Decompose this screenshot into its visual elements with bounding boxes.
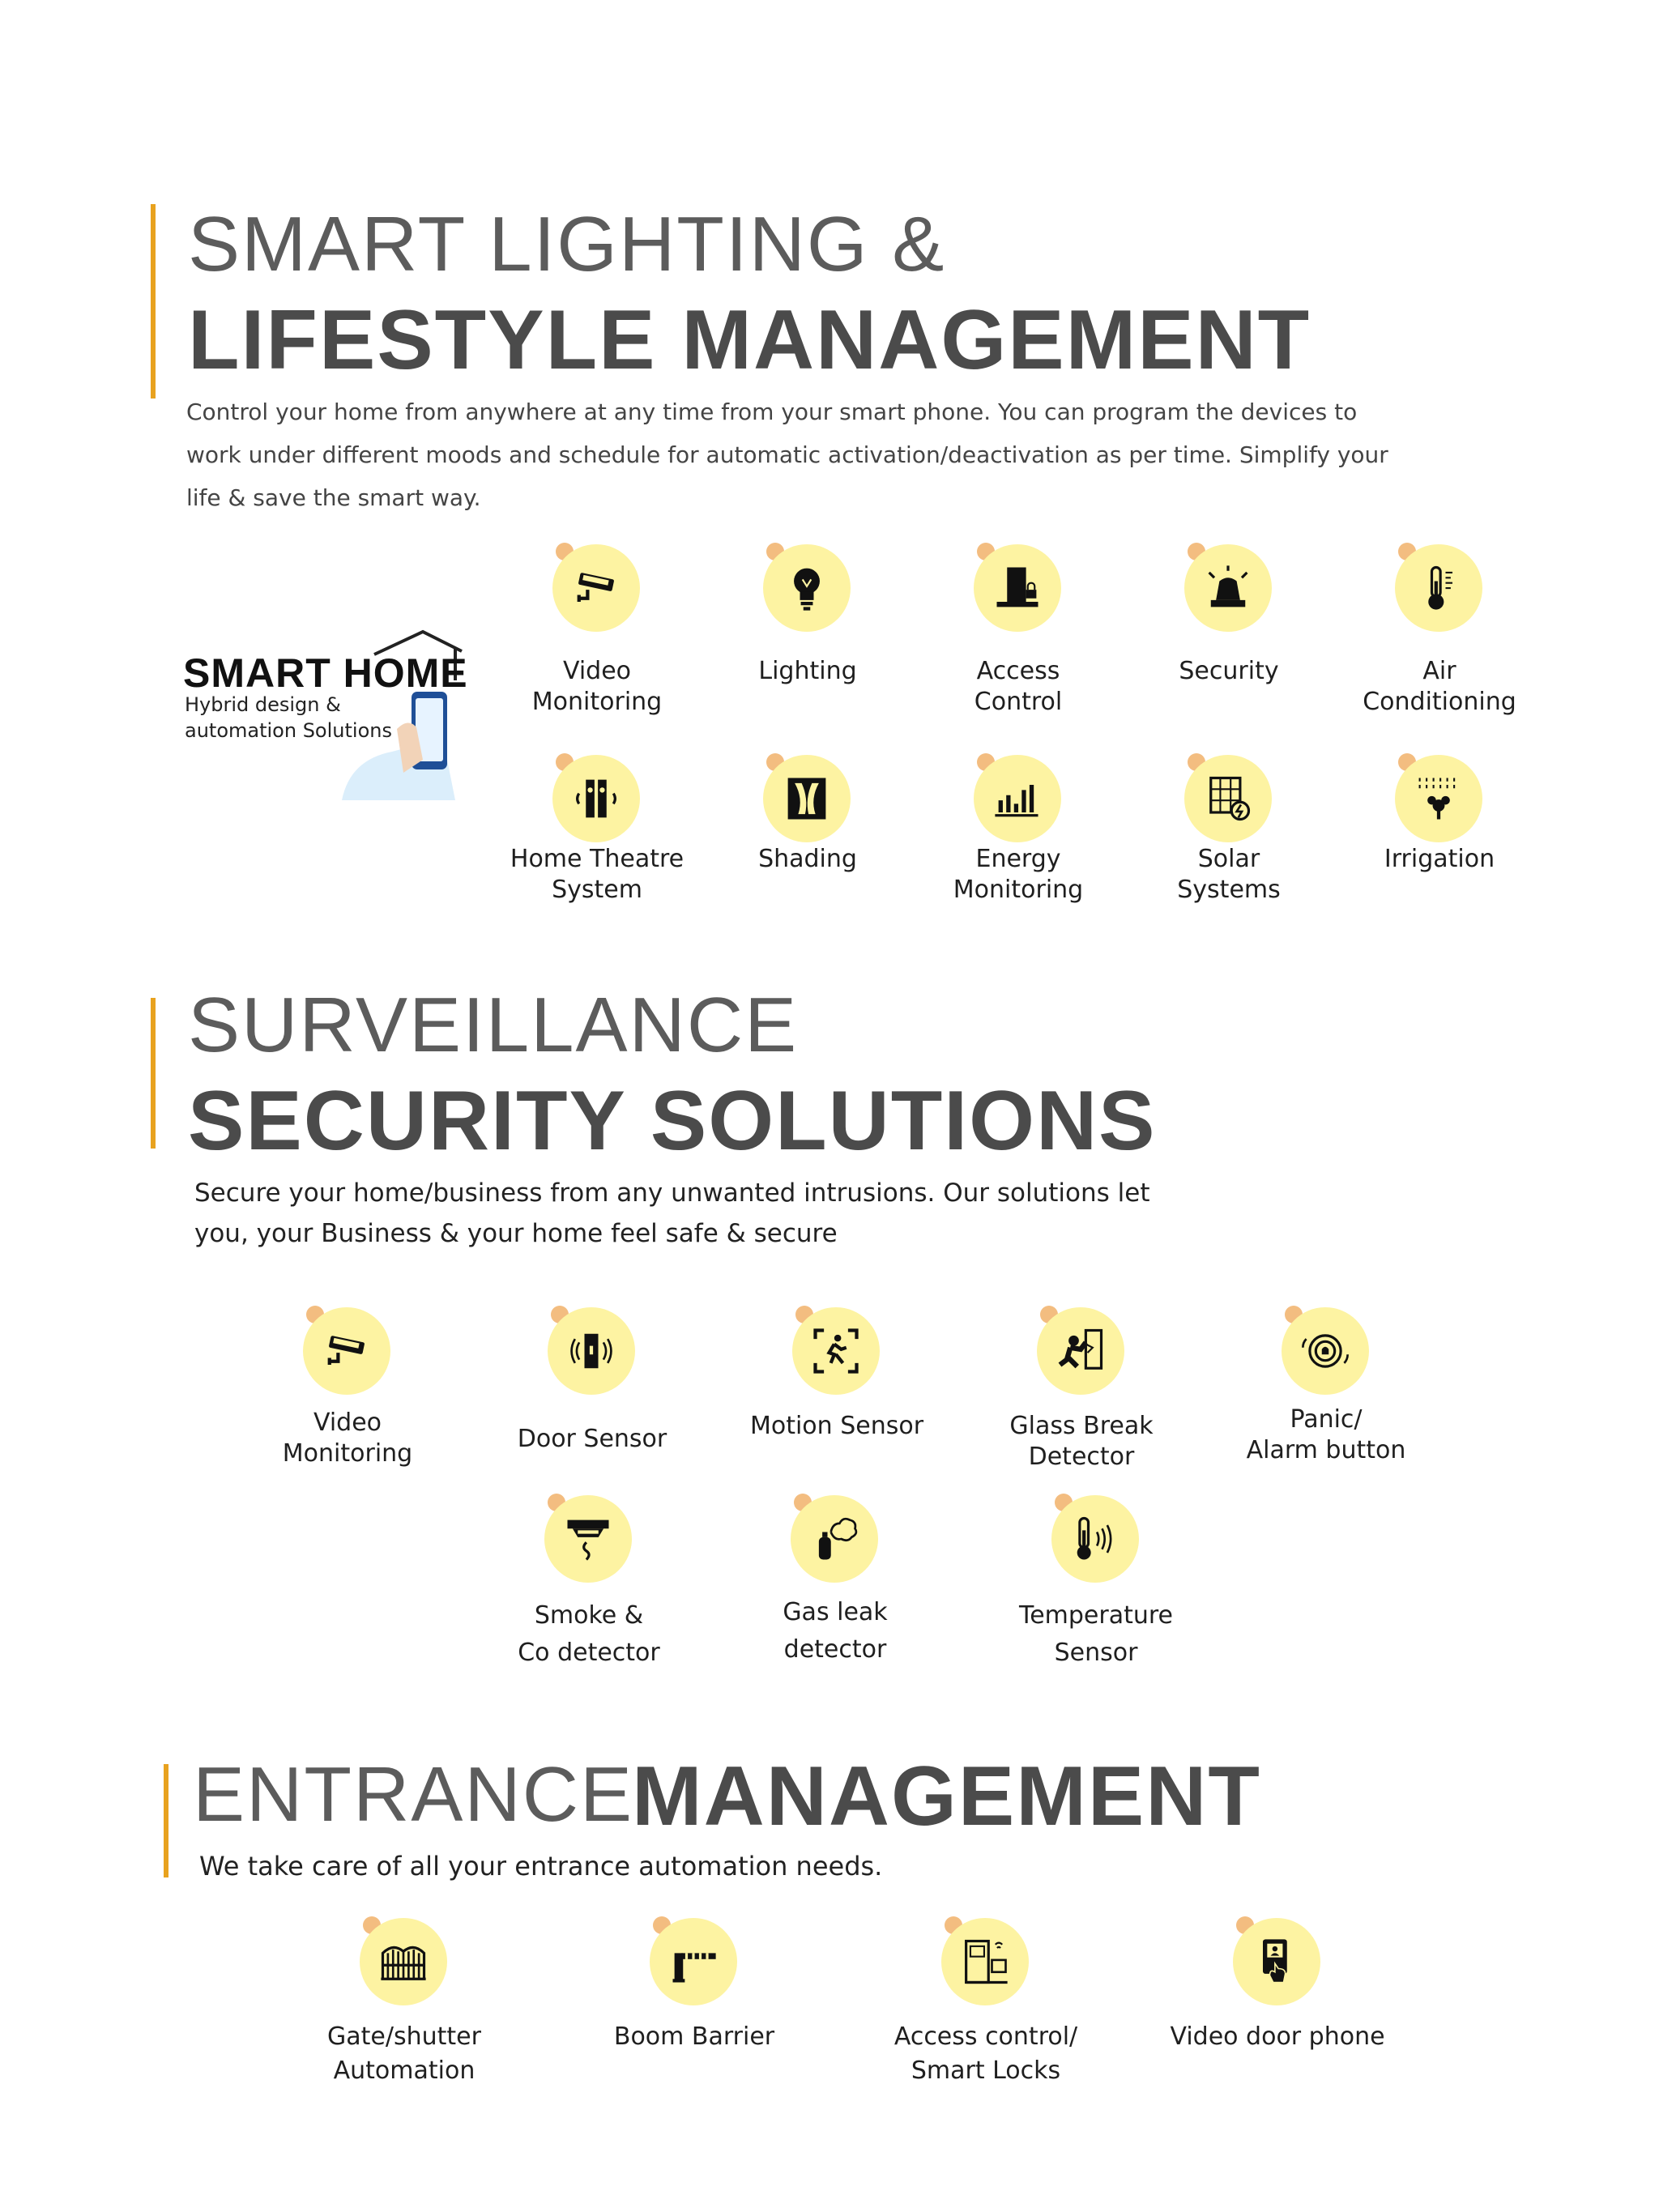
icon-circle [974, 544, 1061, 632]
door-lock-icon [990, 560, 1045, 616]
feature-video-monitoring [238, 1306, 457, 1468]
icon-circle [650, 1918, 737, 2005]
feature-access-control-smart-locks [876, 1916, 1095, 2086]
feature-label: Video door phone [1170, 2022, 1385, 2051]
smoke-detector-icon [561, 1511, 616, 1566]
feature-panic-alarm-button [1217, 1306, 1435, 1468]
section-title-bold: SECURITY SOLUTIONS [188, 1074, 1157, 1168]
burglar-window-icon [1053, 1323, 1108, 1379]
icon-circle [763, 755, 851, 842]
logo-title: SMART HOME [183, 650, 468, 696]
section-description: Secure your home/business from any unwanted intrusions. Our solutions let you, your Business & your home feel safe & secure [194, 1178, 1150, 1248]
feature-energy-monitoring [909, 753, 1128, 923]
feature-access-control [909, 543, 1128, 716]
icon-circle [544, 1495, 632, 1583]
icon-circle [1184, 544, 1272, 632]
feature-label: Solar Systems [1177, 845, 1281, 904]
feature-air-conditioning [1330, 543, 1549, 716]
feature-label: Air Conditioning [1363, 657, 1516, 716]
gate-icon [376, 1934, 431, 1989]
feature-label: Irrigation [1384, 845, 1495, 873]
alarm-siren-icon [1201, 560, 1256, 616]
feature-video-monitoring [488, 543, 706, 716]
icon-circle [1282, 1307, 1369, 1395]
cctv-camera-icon [569, 560, 624, 616]
icon-circle [1395, 755, 1482, 842]
motion-person-icon [808, 1323, 864, 1379]
solar-panel-icon [1201, 771, 1256, 826]
icon-circle [1233, 1918, 1320, 2005]
feature-temperature-sensor [987, 1494, 1205, 1680]
section-accent-bar [151, 204, 156, 399]
feature-label: Energy Monitoring [953, 845, 1084, 904]
icon-circle [792, 1307, 880, 1395]
section-title-bold: LIFESTYLE MANAGEMENT [188, 293, 1311, 387]
section-title-light: SURVEILLANCE [188, 982, 799, 1068]
feature-label: Temperature Sensor [1018, 1601, 1174, 1667]
icon-circle [303, 1307, 390, 1395]
boom-barrier-icon [666, 1934, 721, 1989]
feature-label: Gas leak detector [783, 1598, 888, 1664]
bar-meter-icon [990, 771, 1045, 826]
cctv-camera-icon [319, 1323, 374, 1379]
icon-circle [1395, 544, 1482, 632]
feature-video-door-phone [1168, 1916, 1387, 2086]
speakers-icon [569, 771, 624, 826]
icon-circle [552, 755, 640, 842]
thermometer-icon [1411, 560, 1466, 616]
icon-circle [941, 1918, 1029, 2005]
light-bulb-icon [779, 560, 834, 616]
icon-circle [763, 544, 851, 632]
feature-smoke-co-detector [480, 1494, 698, 1680]
feature-label: Home Theatre System [510, 845, 684, 904]
feature-label: Lighting [758, 657, 857, 685]
feature-label: Panic/ Alarm button [1246, 1405, 1406, 1464]
icon-circle [1051, 1495, 1139, 1583]
door-sensor-icon [564, 1323, 619, 1379]
feature-glass-break-detector [972, 1306, 1191, 1471]
feature-label: Motion Sensor [749, 1412, 924, 1440]
feature-door-sensor [483, 1306, 702, 1468]
section-accent-bar [151, 998, 156, 1149]
icon-circle [1184, 755, 1272, 842]
feature-boom-barrier [585, 1916, 804, 2086]
feature-gate-shutter-automation [295, 1916, 514, 2086]
feature-irrigation [1330, 753, 1549, 923]
feature-label: Boom Barrier [613, 2022, 775, 2051]
panic-button-icon [1298, 1323, 1353, 1379]
gas-cylinder-icon [807, 1511, 862, 1566]
feature-label: Glass Break Detector [1009, 1412, 1154, 1471]
sprinkler-flower-icon [1411, 771, 1466, 826]
feature-label: Smoke & Co detector [518, 1601, 660, 1667]
section-accent-bar [164, 1764, 168, 1877]
feature-home-theatre [488, 753, 706, 923]
feature-security [1120, 543, 1338, 713]
section-title-bold: MANAGEMENT [632, 1750, 1261, 1843]
section-description: We take care of all your entrance automation needs. [199, 1851, 883, 1882]
feature-label: Video Monitoring [531, 657, 663, 716]
smart-home-logo [180, 622, 471, 800]
feature-label: Shading [758, 845, 857, 873]
feature-label: Video Monitoring [282, 1409, 413, 1468]
feature-label: Gate/shutter Automation [327, 2022, 481, 2085]
icon-circle [974, 755, 1061, 842]
feature-label: Door Sensor [517, 1425, 667, 1453]
section-title-light: ENTRANCE [193, 1751, 634, 1838]
feature-label: Access Control [974, 657, 1063, 716]
icon-circle [1037, 1307, 1124, 1395]
temperature-sensor-icon [1068, 1511, 1123, 1566]
icon-circle [360, 1918, 447, 2005]
feature-motion-sensor [727, 1306, 946, 1468]
feature-label: Security [1179, 657, 1279, 685]
section-title-light: SMART LIGHTING & [188, 201, 946, 288]
feature-solar-systems [1120, 753, 1338, 923]
curtains-icon [779, 771, 834, 826]
feature-lighting [698, 543, 917, 713]
smart-lock-door-icon [957, 1934, 1013, 1989]
icon-circle [791, 1495, 878, 1583]
video-door-phone-icon [1249, 1934, 1304, 1989]
feature-gas-leak-detector [726, 1494, 945, 1680]
feature-shading [698, 753, 917, 923]
icon-circle [548, 1307, 635, 1395]
feature-label: Access control/ Smart Locks [893, 2022, 1078, 2085]
logo-subtitle: Hybrid design & automation Solutions [185, 693, 392, 742]
icon-circle [552, 544, 640, 632]
section-description: Control your home from anywhere at any time from your smart phone. You can program the devices to work under different moods and schedule for automatic activation/deactivation as per time. Simplify your life & save the smart way. [186, 399, 1388, 511]
